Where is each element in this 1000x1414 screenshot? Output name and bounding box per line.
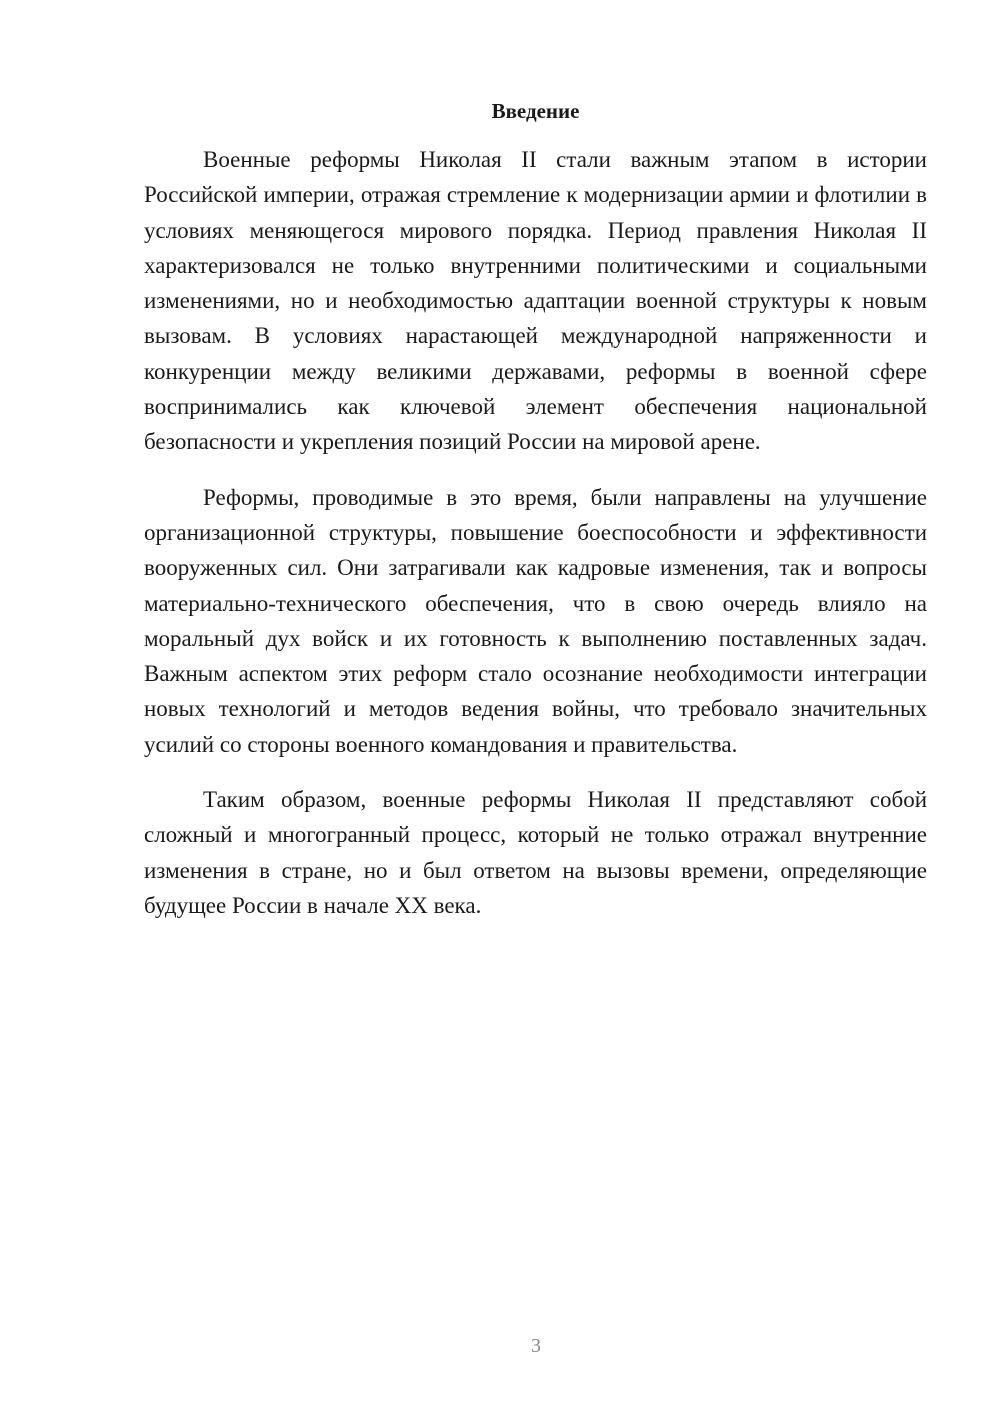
- paragraph-2: Реформы, проводимые в это время, были направлены на улучшение организационной структуры, повышение боеспособности и эффективности вооруженных сил. Они затрагивали как кадровые изменения, так и вопросы материально-технического обеспечения, что в свою очередь влияло на моральный дух войск и их готовность к выполнению поставленных задач. Важным аспектом этих реформ стало осознание необходимости интеграции новых технологий и методов ведения войны, что требовало значительных усилий со стороны военного командования и правительства.: [144, 484, 927, 757]
- body-text: [144, 142, 927, 923]
- paragraph-1: Военные реформы Николая II стали важным этапом в истории Российской империи, отражая стремление к модернизации армии и флотилии в условиях меняющегося мирового порядка. Период правления Николая II характеризовался не только внутренними политическими и социальными изменениями, но и необходимостью адаптации военной структуры к новым вызовам. В условиях нарастающей международной напряженности и конкуренции между великими державами, реформы в военной сфере воспринимались как ключевой элемент обеспечения национальной безопасности и укрепления позиций России на мировой арене.: [144, 147, 927, 455]
- section-heading: Введение: [491, 99, 580, 123]
- paragraph-3: Таким образом, военные реформы Николая II представляют собой сложный и многогранный процесс, который не только отражал внутренние изменения в стране, но и был ответом на вызовы времени, определяющие будущее России в начале XX века.: [144, 787, 927, 918]
- page-number: 3: [531, 1335, 541, 1357]
